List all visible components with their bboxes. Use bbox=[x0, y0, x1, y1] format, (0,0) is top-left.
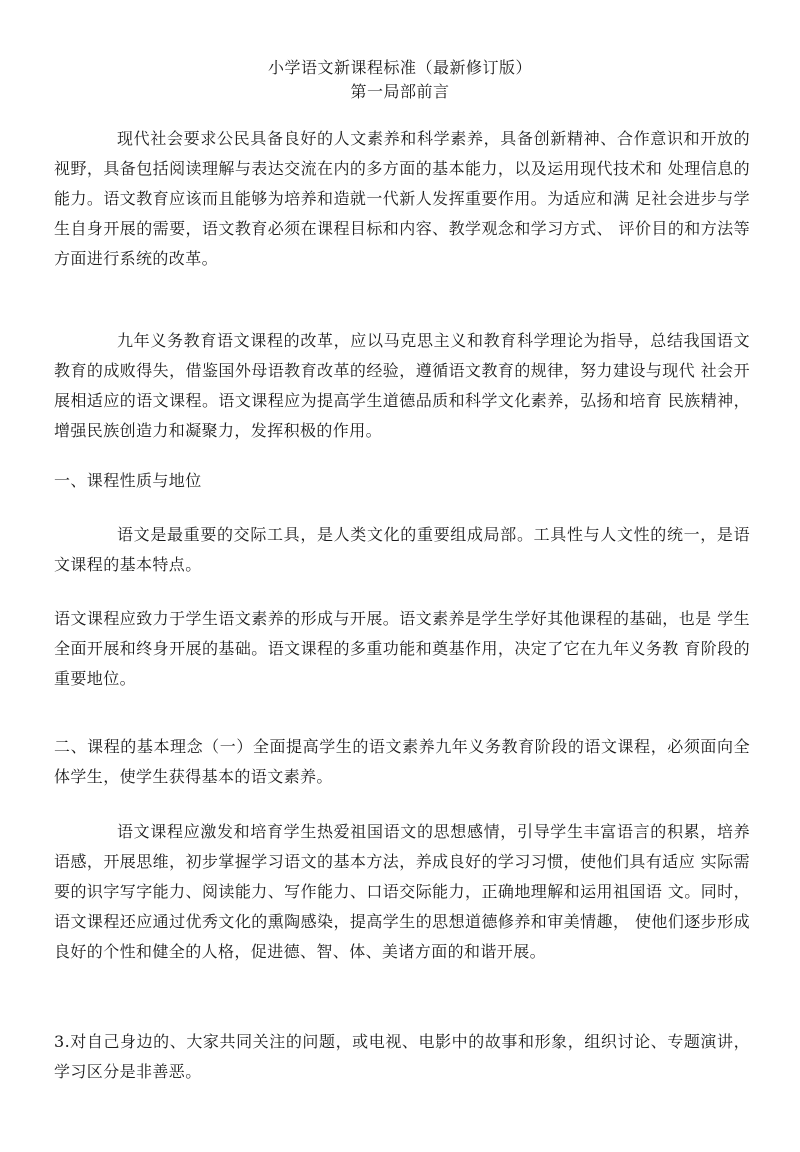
preface-paragraph-1: 现代社会要求公民具备良好的人文素养和科学素养，具备创新精神、合作意识和开放的视野，具备包括阅读理解与表达交流在内的多方面的基本能力，以及运用现代技术和 处理信息的能力。语文教育应该而且能够为培养和造就一代新人发挥重要作用。为适应和满 足社会进步与学生自身开展的需要，语文教育必须在课程目标和内容、教学观念和学习方式、 评价目的和方法等方面进行系统的改革。 bbox=[54, 129, 750, 268]
section-heading-2: 二、课程的基本理念（一）全面提高学生的语文素养九年义务教育阶段的语文课程，必须面向全体学生，使学生获得基本的语文素养。 bbox=[54, 737, 750, 786]
section-1-paragraph-1: 语文是最重要的交际工具，是人类文化的重要组成局部。工具性与人文性的统一，是语文课程的基本特点。 bbox=[54, 525, 750, 574]
section-2-paragraph-1: 语文课程应激发和培育学生热爱祖国语文的思想感情，引导学生丰富语言的积累，培养语感，开展思维，初步掌握学习语文的基本方法，养成良好的学习习惯，使他们具有适应 实际需要的识字写字能力、阅读能力、写作能力、口语交际能力，正确地理解和运用祖国语 文。同时，语文课程还应通过优秀文化的熏陶感染，提高学生的思想道德修养和审美情趣， 使他们逐步形成良好的个性和健全的人格，促进德、智、体、美诸方面的和谐开展。 bbox=[54, 822, 750, 961]
section-1-paragraph-2: 语文课程应致力于学生语文素养的形成与开展。语文素养是学生学好其他课程的基础，也是 学生全面开展和终身开展的基础。语文课程的多重功能和奠基作用，决定了它在九年义务教 育阶段的重要地位。 bbox=[54, 609, 750, 688]
document-title: 小学语文新课程标准（最新修订版） bbox=[267, 58, 532, 77]
section-heading-1: 一、课程性质与地位 bbox=[54, 471, 202, 490]
preface-paragraph-2: 九年义务教育语文课程的改革，应以马克思主义和教育科学理论为指导，总结我国语文教育的成败得失，借鉴国外母语教育改革的经验，遵循语文教育的规律，努力建设与现代 社会开展相适应的语文课程。语文课程应为提高学生道德品质和科学文化素养，弘扬和培育 民族精神，增强民族创造力和凝聚力，发挥积极的作用。 bbox=[54, 331, 750, 440]
list-item-3: 3.对自己身边的、大家共同关注的问题，或电视、电影中的故事和形象，组织讨论、专题演讲，学习区分是非善恶。 bbox=[54, 1032, 750, 1081]
document-subtitle: 第一局部前言 bbox=[350, 82, 450, 101]
